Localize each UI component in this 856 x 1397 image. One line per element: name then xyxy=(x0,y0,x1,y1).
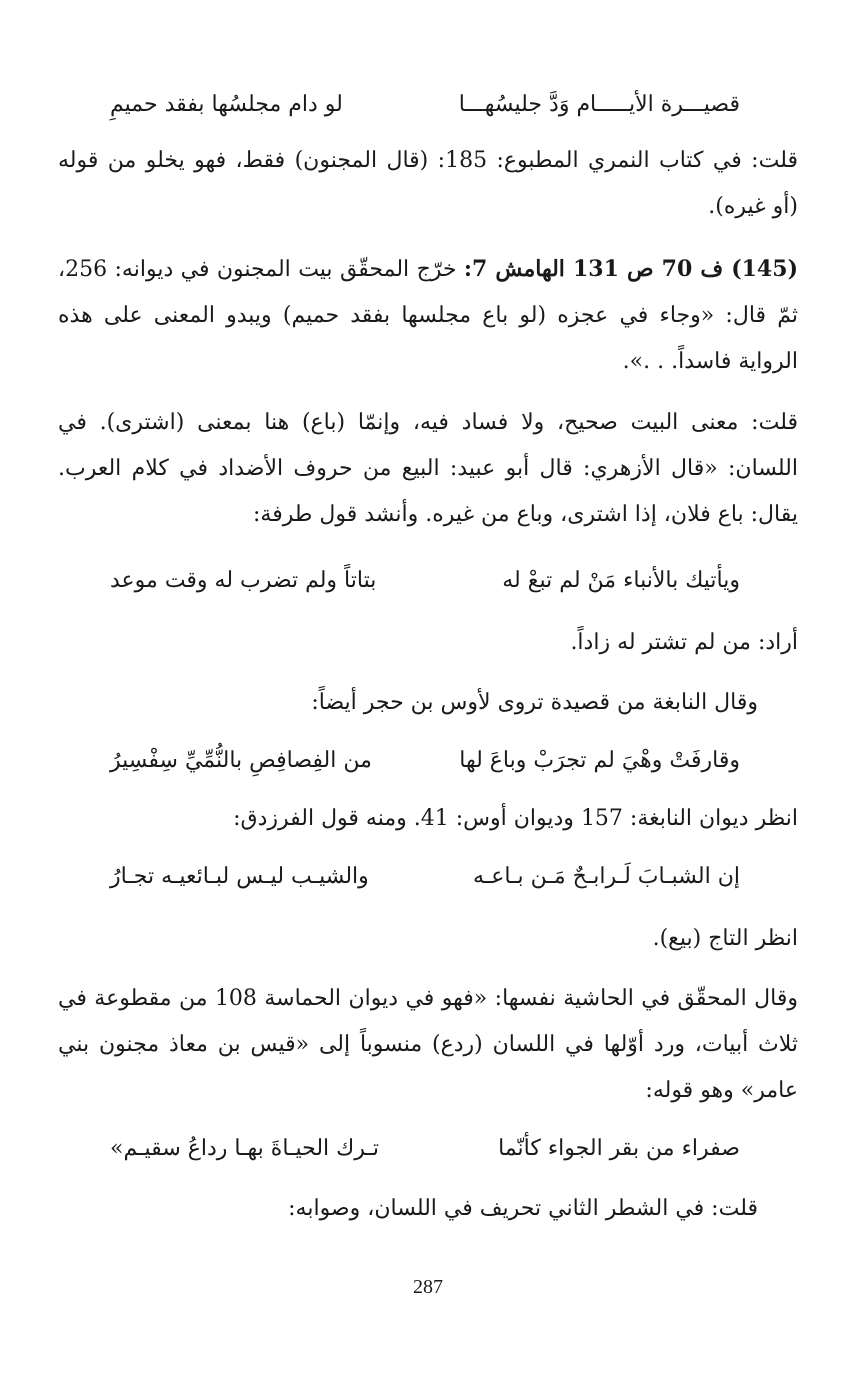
paragraph-3: قلت: معنى البيت صحيح، ولا فساد فيه، وإنمّا (باع) هنا بمعنى (اشترى). في اللسان: «قال الأزهري: قال أبو عبيد: البيع من حروف الأضداد في كلام العرب. يقال: باع فلان، إذا اشترى، وباع من غيره. وأنشد قول طرفة: xyxy=(58,410,798,527)
verse-2-first-hemistich: ويأتيك بالأنباء مَنْ لم تبعْ له xyxy=(502,568,740,593)
verse-3 xyxy=(110,738,740,784)
paragraph-2-body: خرّج المحقّق بيت المجنون في ديوانه: 256، ثمّ قال: «وجاء في عجزه (لو باع مجلسها بفقد حميم) ويبدو المعنى على هذه الرواية فاسداً. . .». xyxy=(58,257,798,374)
paragraph-7: انظر التاج (بيع). xyxy=(652,926,798,951)
paragraph-6: انظر ديوان النابغة: 157 وديوان أوس: 41. ومنه قول الفرزدق: xyxy=(233,806,798,831)
paragraph-4: أراد: من لم تشتر له زاداً. xyxy=(570,630,798,655)
paragraph-8: وقال المحقّق في الحاشية نفسها: «فهو في ديوان الحماسة 108 من مقطوعة في ثلاث أبيات، ورد أوّلها في اللسان (ردع) منسوباً إلى «قيس بن معاذ مجنون بني عامر» وهو قوله: xyxy=(58,986,798,1103)
verse-1-first-hemistich: قصيـــرة الأيـــــام وَدَّ جليسُهـــا xyxy=(458,92,740,117)
verse-4 xyxy=(110,854,740,900)
page-number: 287 xyxy=(413,1276,443,1298)
verse-4-second-hemistich: والشيـب ليـس لبـائعيـه تجـارُ xyxy=(110,864,369,889)
verse-5 xyxy=(110,1126,740,1172)
paragraph-1: قلت: في كتاب النمري المطبوع: 185: (قال المجنون) فقط، فهو يخلو من قوله (أو غيره). xyxy=(58,148,798,219)
verse-2-second-hemistich: بتاتاً ولم تضرب له وقت موعد xyxy=(110,568,377,593)
paragraph-5: وقال النابغة من قصيدة تروى لأوس بن حجر أيضاً: xyxy=(311,690,758,715)
verse-3-second-hemistich: من الفِصافِصِ بالنُّمِّيِّ سِفْسِيرُ xyxy=(110,748,372,773)
paragraph-2 xyxy=(58,246,798,385)
verse-4-first-hemistich: إن الشبـابَ لَـرابـحٌ مَـن بـاعـه xyxy=(473,864,740,889)
verse-5-first-hemistich: صفراء من بقر الجواء كأنّما xyxy=(498,1136,740,1161)
verse-5-second-hemistich: تـرك الحيـاةَ بهـا رداعُ سقيـم» xyxy=(110,1136,379,1161)
verse-1 xyxy=(110,82,740,128)
verse-1-second-hemistich: لو دام مجلسُها بفقد حميمِ xyxy=(110,92,343,117)
paragraph-9: قلت: في الشطر الثاني تحريف في اللسان، وصوابه: xyxy=(288,1196,758,1221)
verse-2 xyxy=(110,558,740,604)
footnote-reference: (145) ف 70 ص 131 الهامش 7: xyxy=(463,256,798,282)
verse-3-first-hemistich: وقارفَتْ وهْيَ لم تجرَبْ وباعَ لها xyxy=(459,748,740,773)
